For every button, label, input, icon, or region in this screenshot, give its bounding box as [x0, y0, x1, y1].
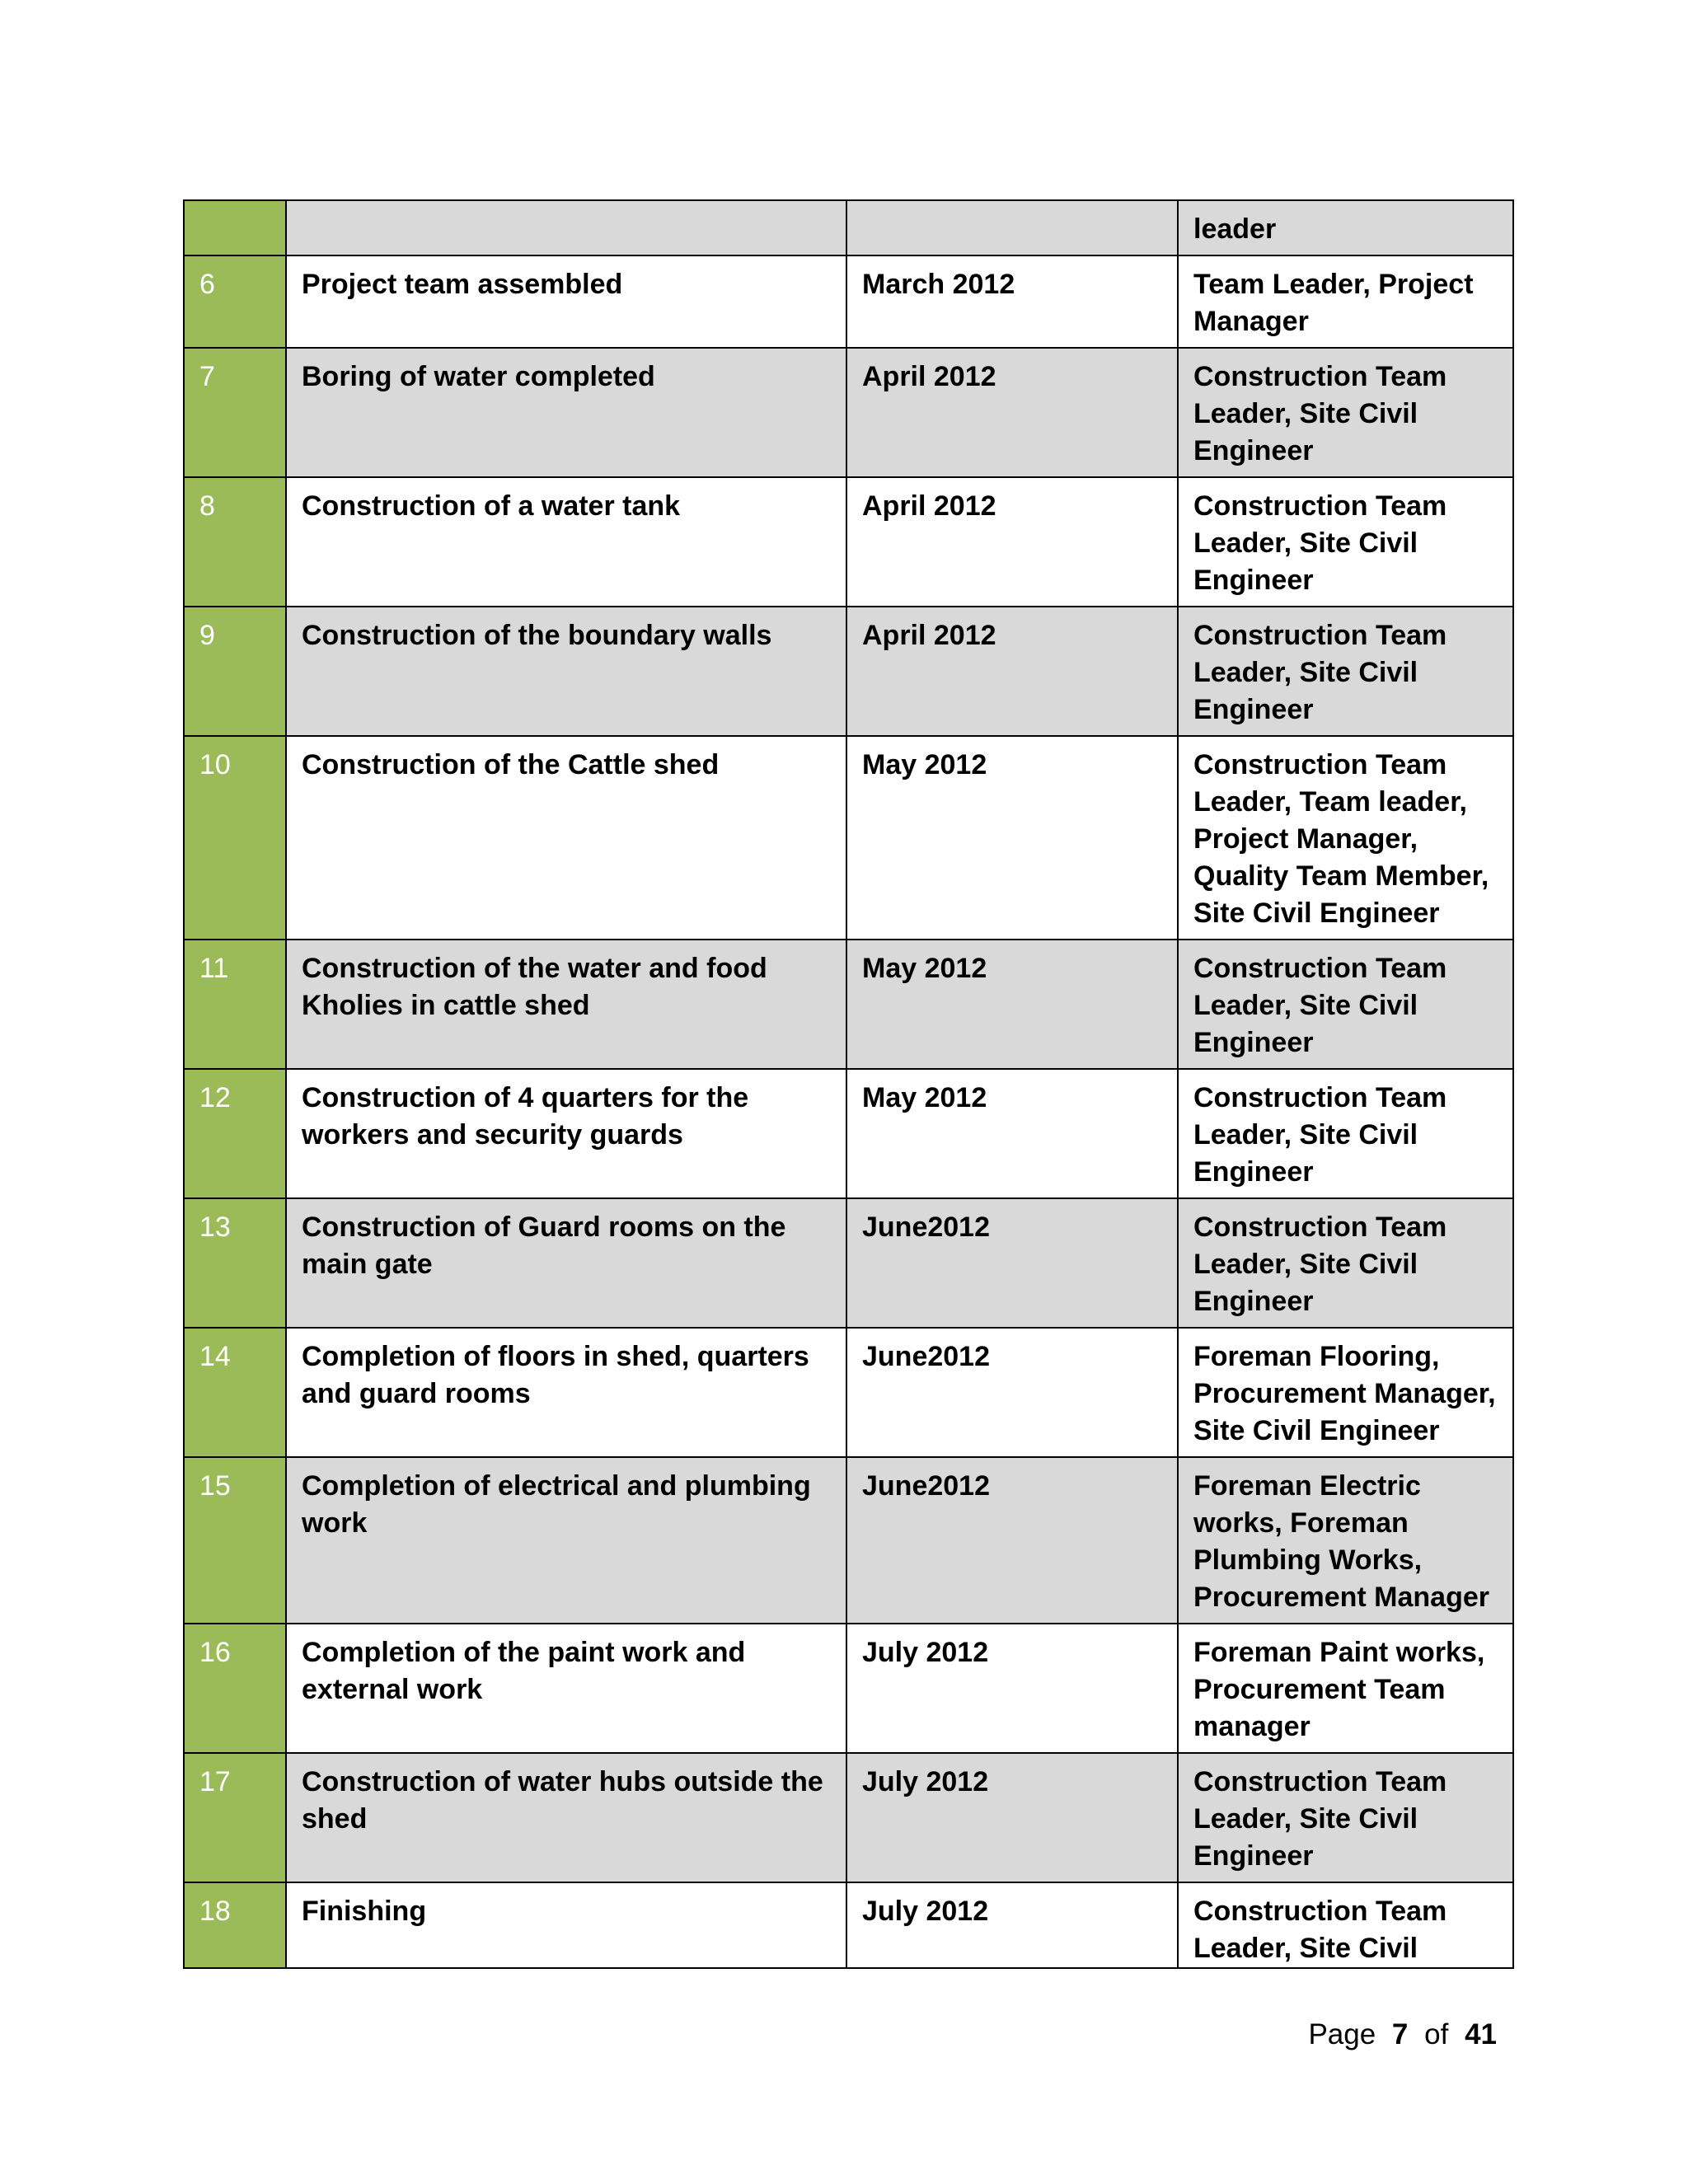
milestone-date-cell: May 2012: [846, 940, 1178, 1069]
milestone-number-cell: 18: [184, 1882, 286, 1968]
milestone-number-cell: [184, 200, 286, 255]
milestone-responsibility-cell: Construction Team Leader, Site Civil Engineer: [1178, 940, 1513, 1069]
table-row: [184, 255, 1513, 348]
table-row: [184, 477, 1513, 607]
table-row: [184, 1328, 1513, 1457]
milestone-responsibility-cell: Construction Team Leader, Site Civil Engineer: [1178, 477, 1513, 607]
milestone-description-cell: Completion of the paint work and external work: [286, 1624, 846, 1753]
milestone-number-cell: 7: [184, 348, 286, 477]
milestone-number-cell: 12: [184, 1069, 286, 1198]
milestone-number-cell: 13: [184, 1198, 286, 1328]
milestone-description-cell: Construction of 4 quarters for the workers and security guards: [286, 1069, 846, 1198]
table-row: [184, 200, 1513, 255]
table-row: [184, 1624, 1513, 1753]
table-row: [184, 348, 1513, 477]
of-label: of: [1424, 2018, 1449, 2050]
milestone-responsibility-cell: leader: [1178, 200, 1513, 255]
milestone-date-cell: June2012: [846, 1328, 1178, 1457]
milestone-responsibility-cell: Construction Team Leader, Team leader, Project Manager, Quality Team Member, Site Civil Engineer: [1178, 736, 1513, 940]
page-label: Page: [1308, 2018, 1376, 2050]
milestone-description-cell: Construction of water hubs outside the shed: [286, 1753, 846, 1882]
milestone-responsibility-cell: Team Leader, Project Manager: [1178, 255, 1513, 348]
milestone-date-cell: July 2012: [846, 1753, 1178, 1882]
milestone-date-cell: March 2012: [846, 255, 1178, 348]
milestone-responsibility-cell: Construction Team Leader, Site Civil Engineer: [1178, 348, 1513, 477]
current-page-number: 7: [1391, 2018, 1409, 2050]
milestone-description-cell: Construction of Guard rooms on the main gate: [286, 1198, 846, 1328]
milestone-number-cell: 17: [184, 1753, 286, 1882]
page-footer: [1308, 2016, 1497, 2053]
milestone-description-cell: Finishing: [286, 1882, 846, 1968]
milestone-number-cell: 10: [184, 736, 286, 940]
table-row: [184, 940, 1513, 1069]
milestone-date-cell: April 2012: [846, 607, 1178, 736]
total-pages-number: 41: [1465, 2018, 1497, 2050]
milestone-number-cell: 6: [184, 255, 286, 348]
milestone-responsibility-cell: Construction Team Leader, Site Civil: [1178, 1882, 1513, 1968]
milestone-responsibility-cell: Construction Team Leader, Site Civil Engineer: [1178, 1753, 1513, 1882]
table-row: [184, 1882, 1513, 1968]
table-row: [184, 1457, 1513, 1624]
milestone-description-cell: Construction of the boundary walls: [286, 607, 846, 736]
milestone-date-cell: June2012: [846, 1457, 1178, 1624]
milestone-responsibility-cell: Foreman Paint works, Procurement Team manager: [1178, 1624, 1513, 1753]
milestone-description-cell: Boring of water completed: [286, 348, 846, 477]
milestone-description-cell: Construction of a water tank: [286, 477, 846, 607]
milestone-number-cell: 11: [184, 940, 286, 1069]
table-row: [184, 607, 1513, 736]
milestone-description-cell: Construction of the water and food Kholies in cattle shed: [286, 940, 846, 1069]
milestone-description-cell: Project team assembled: [286, 255, 846, 348]
milestone-date-cell: April 2012: [846, 477, 1178, 607]
milestone-responsibility-cell: Foreman Flooring, Procurement Manager, Site Civil Engineer: [1178, 1328, 1513, 1457]
milestone-date-cell: May 2012: [846, 1069, 1178, 1198]
milestone-number-cell: 8: [184, 477, 286, 607]
milestone-description-cell: Construction of the Cattle shed: [286, 736, 846, 940]
milestone-date-cell: May 2012: [846, 736, 1178, 940]
milestone-description-cell: [286, 200, 846, 255]
milestone-description-cell: Completion of electrical and plumbing work: [286, 1457, 846, 1624]
milestone-number-cell: 16: [184, 1624, 286, 1753]
milestone-number-cell: 9: [184, 607, 286, 736]
table-row: [184, 1198, 1513, 1328]
milestone-responsibility-cell: Construction Team Leader, Site Civil Engineer: [1178, 1198, 1513, 1328]
milestone-responsibility-cell: Construction Team Leader, Site Civil Engineer: [1178, 607, 1513, 736]
table-row: [184, 736, 1513, 940]
table-row: [184, 1753, 1513, 1882]
table-row: [184, 1069, 1513, 1198]
milestone-description-cell: Completion of floors in shed, quarters and guard rooms: [286, 1328, 846, 1457]
milestone-table-body: [184, 200, 1513, 1968]
milestone-responsibility-cell: Foreman Electric works, Foreman Plumbing Works, Procurement Manager: [1178, 1457, 1513, 1624]
milestone-date-cell: July 2012: [846, 1624, 1178, 1753]
milestone-date-cell: [846, 200, 1178, 255]
milestone-number-cell: 15: [184, 1457, 286, 1624]
milestone-date-cell: July 2012: [846, 1882, 1178, 1968]
milestone-table: [183, 199, 1514, 1969]
milestone-number-cell: 14: [184, 1328, 286, 1457]
milestone-date-cell: April 2012: [846, 348, 1178, 477]
milestone-date-cell: June2012: [846, 1198, 1178, 1328]
milestone-responsibility-cell: Construction Team Leader, Site Civil Engineer: [1178, 1069, 1513, 1198]
